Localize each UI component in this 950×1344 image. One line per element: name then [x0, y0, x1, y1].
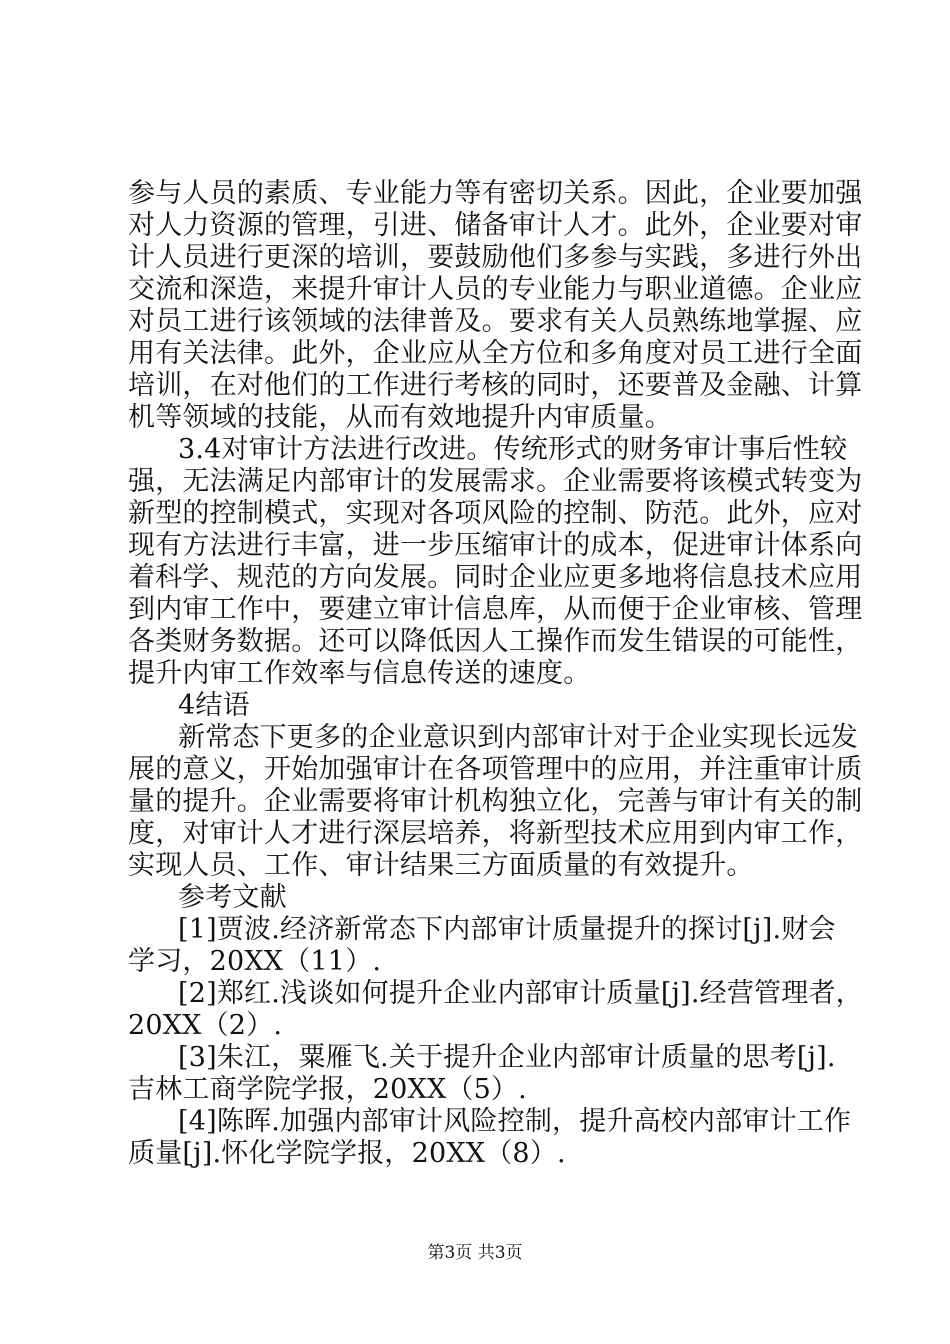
body-text-line: 新型的控制模式，实现对各项风险的控制、防范。此外，应对: [128, 498, 863, 529]
reference-item-line: 20XX（2）.: [128, 1010, 283, 1041]
body-text-line: 量的提升。企业需要将审计机构独立化，完善与审计有关的制: [128, 786, 863, 817]
body-text-line: 机等领域的技能，从而有效地提升内审质量。: [128, 402, 672, 433]
body-text-line: 提升内审工作效率与信息传送的速度。: [128, 658, 591, 689]
reference-item-line: [4]陈晖.加强内部审计风险控制，提升高校内部审计工作: [178, 1106, 852, 1137]
body-text-line: 展的意义，开始加强审计在各项管理中的应用，并注重审计质: [128, 754, 863, 785]
section-4-heading: 4结语: [178, 690, 250, 721]
reference-item-line: 质量[j].怀化学院学报，20XX（8）.: [128, 1138, 566, 1169]
body-text-line: 强，无法满足内部审计的发展需求。企业需要将该模式转变为: [128, 466, 863, 497]
body-text-line: 计人员进行更深的培训，要鼓励他们多参与实践，多进行外出: [128, 242, 863, 273]
body-text-line: 新常态下更多的企业意识到内部审计对于企业实现长远发: [178, 722, 858, 753]
body-text-line: 交流和深造，来提升审计人员的专业能力与职业道德。企业应: [128, 274, 863, 305]
body-text-line: 参与人员的素质、专业能力等有密切关系。因此，企业要加强: [128, 178, 863, 209]
references-heading: 参考文献: [178, 882, 287, 913]
body-text-line: 对人力资源的管理，引进、储备审计人才。此外，企业要对审: [128, 210, 863, 241]
body-text-line: 现有方法进行丰富，进一步压缩审计的成本，促进审计体系向: [128, 530, 863, 561]
section-3-4-heading-line: 3.4对审计方法进行改进。传统形式的财务审计事后性较: [178, 434, 848, 465]
reference-item-line: [3]朱江，粟雁飞.关于提升企业内部审计质量的思考[j].: [178, 1042, 836, 1073]
body-text-line: 培训，在对他们的工作进行考核的同时，还要普及金融、计算: [128, 370, 863, 401]
reference-item-line: 学习，20XX（11）.: [128, 946, 382, 977]
body-text-line: 对员工进行该领域的法律普及。要求有关人员熟练地掌握、应: [128, 306, 863, 337]
body-text-line: 各类财务数据。还可以降低因人工操作而发生错误的可能性，: [128, 626, 863, 657]
reference-item-line: [1]贾波.经济新常态下内部审计质量提升的探讨[j].财会: [178, 914, 836, 945]
page-number-footer: 第3页 共3页: [427, 1243, 523, 1263]
body-text-line: 度，对审计人才进行深层培养，将新型技术应用到内审工作，: [128, 818, 863, 849]
body-text-line: 到内审工作中，要建立审计信息库，从而便于企业审核、管理: [128, 594, 863, 625]
body-text-line: 实现人员、工作、审计结果三方面质量的有效提升。: [128, 850, 754, 881]
reference-item-line: [2]郑红.浅谈如何提升企业内部审计质量[j].经营管理者，: [178, 978, 863, 1009]
body-text-line: 用有关法律。此外，企业应从全方位和多角度对员工进行全面: [128, 338, 863, 369]
reference-item-line: 吉林工商学院学报，20XX（5）.: [128, 1074, 527, 1105]
body-text-line: 着科学、规范的方向发展。同时企业应更多地将信息技术应用: [128, 562, 863, 593]
